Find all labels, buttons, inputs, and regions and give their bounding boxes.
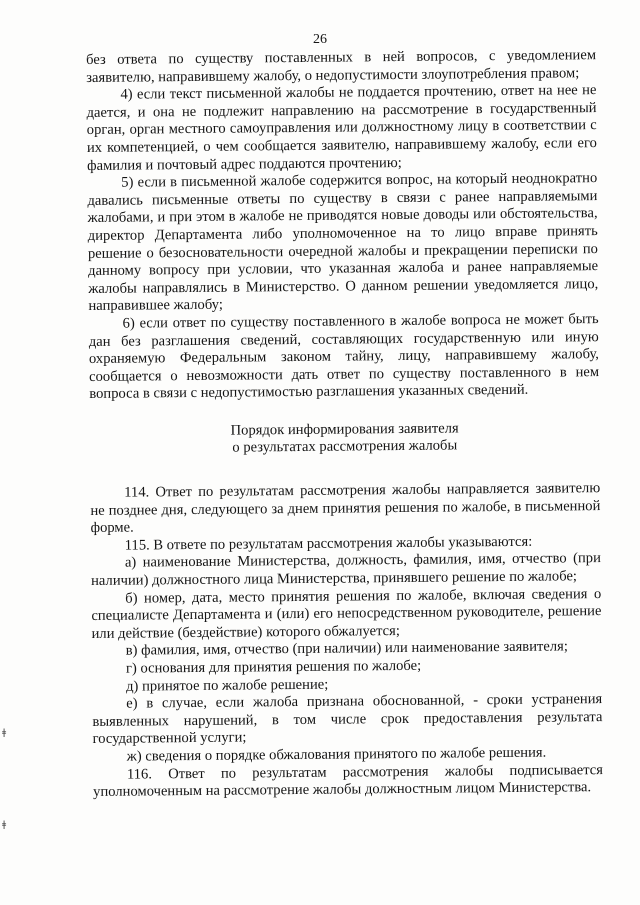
document-body <box>86 47 603 802</box>
paragraph-115-g: г) основания для принятия решения по жалобе; <box>125 657 422 677</box>
paragraph-115-a: а) наименование Министерства, должность, фамилия, имя, отчество (при наличии) должностного лица Министерства, принявшего решение по жалобе; <box>91 550 601 590</box>
paragraph-115-v: в) фамилия, имя, отчество (при наличии) или наименование заявителя; <box>125 638 568 660</box>
paragraph-114: 114. Ответ по результатам рассмотрения жалобы направляется заявителю не позднее дня, следующего за днем принятия решения по жалобе, в письменной форме. <box>90 480 601 537</box>
section-heading-line-1: Порядок информирования заявителя <box>230 420 459 439</box>
paragraph-115-e: е) в случае, если жалоба признана обоснованной, - сроки устранения выявленных нарушений, в том числе срок предоставления результата государственной услуги; <box>92 691 603 748</box>
page-number: 26 <box>313 32 327 47</box>
paragraph-item-6: 6) если ответ по существу поставленного в жалобе вопроса не может быть дан без разглашения сведений, составляющих государственную или иную охраняемую Федеральным законом тайну, лицу, направившему жалобу, сообщается о невозможности дать ответ по существу поставленного в нем вопроса в связи с недопустимостью разглашения указанных сведений. <box>88 310 600 403</box>
paragraph-115-zh: ж) сведения о порядке обжалования принятого по жалобе решения. <box>126 744 547 765</box>
scan-margin-mark: ǂ <box>2 820 7 830</box>
paragraph-115-b: б) номер, дата, место принятия решения по жалобе, включая сведения о специалисте Департамента и (или) его непосредственном руководителе, решение или действие (бездействие) которого обжалуется; <box>91 585 602 642</box>
scan-margin-mark: ǂ <box>2 728 7 738</box>
paragraph-116: 116. Ответ по результатам рассмотрения жалобы подписывается уполномоченным на рассмотрение жалобы должностным лицом Министерства. <box>93 761 603 801</box>
paragraph-115: 115. В ответе по результатам рассмотрения жалобы указываются: <box>124 533 533 554</box>
paragraph-item-5: 5) если в письменной жалобе содержится вопрос, на который неоднократно давались письменные ответы по существу в связи с ранее направляемыми жалобами, и при этом в жалобе не приводятся новые доводы или обстоятельства, директор Департамента либо уполномоченное на то лицо вправе принять решение о безосновательности очередной жалобы и прекращении переписки по данному вопросу при условии, что указанная жалоба и ранее направляемые жалобы направлялись в Министерство. О данном решении уведомляется лицо, направившее жалобу; <box>87 170 599 315</box>
paragraph-continuation: без ответа по существу поставленных в ней вопросов, с уведомлением заявителю, направившему жалобу, о недопустимости злоупотребления правом; <box>86 47 597 86</box>
paragraph-115-d: д) принятое по жалобе решение; <box>126 676 329 695</box>
section-heading-line-2: о результатах рассмотрения жалобы <box>232 437 458 457</box>
paragraph-item-4: 4) если текст письменной жалобы не поддается прочтению, ответ на нее не дается, и она не подлежит направлению на рассмотрение в государственный орган, орган местного самоуправления или должностному лицу в соответствии с их компетенцией, о чем сообщается заявителю, направившему жалобу, если его фамилия и почтовый адрес поддаются прочтению; <box>86 82 597 174</box>
section-heading <box>90 419 600 459</box>
